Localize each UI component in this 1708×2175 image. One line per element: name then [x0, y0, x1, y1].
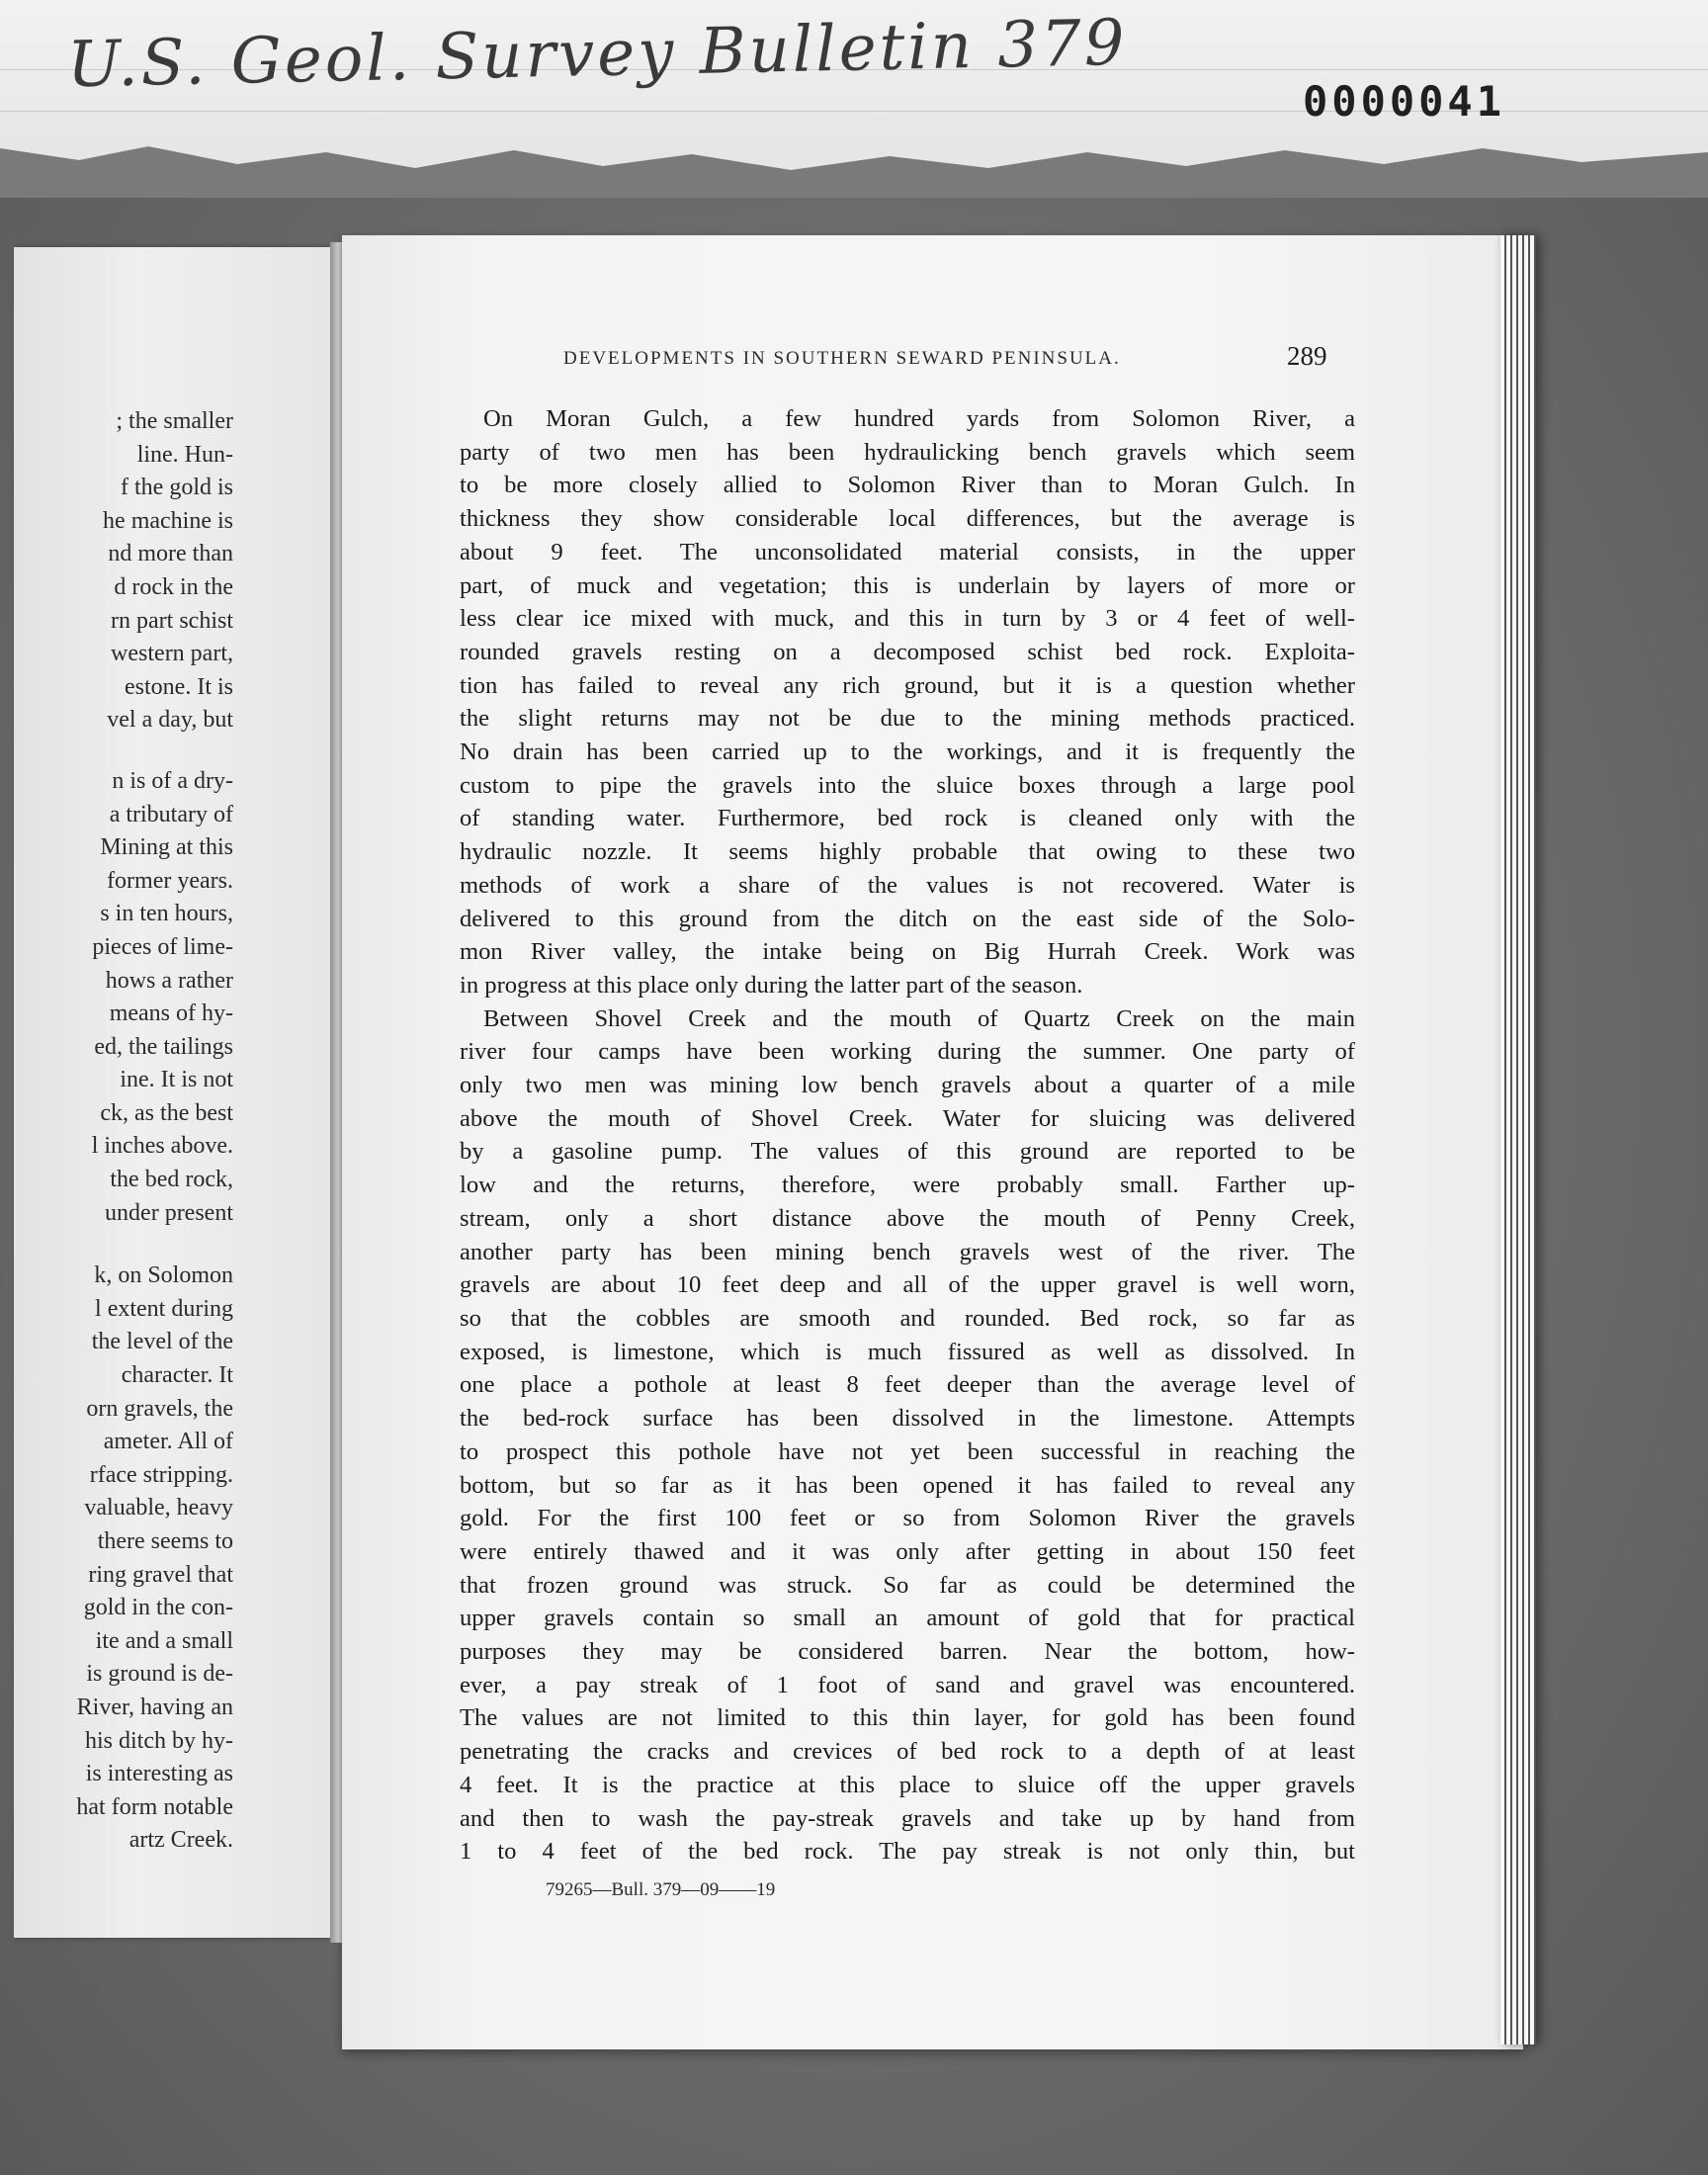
- text-line: and then to wash the pay-streak gravels and take up by hand from: [460, 1804, 1355, 1832]
- paragraph-gap: [14, 738, 233, 765]
- body-text: [460, 402, 1355, 1869]
- page-edges: [1500, 235, 1536, 2044]
- text-line: party of two men has been hydraulicking bench gravels which seem: [460, 438, 1355, 466]
- text-line: only two men was mining low bench gravels about a quarter of a mile: [460, 1072, 1355, 1099]
- text-line: artz Creek.: [128, 1827, 233, 1854]
- text-line: bottom, but so far as it has been opened it has failed to reveal any: [460, 1471, 1355, 1499]
- text-line: rface stripping.: [89, 1461, 233, 1488]
- text-line: k, on Solomon: [94, 1262, 233, 1289]
- text-line: former years.: [107, 867, 233, 894]
- text-line: River, having an: [76, 1694, 233, 1720]
- text-line: hows a rather: [105, 967, 233, 994]
- text-line: river four camps have been working during the summer. One party of: [460, 1038, 1355, 1066]
- text-line: in progress at this place only during the latter part of the season.: [460, 971, 1083, 999]
- text-line: ring gravel that: [88, 1561, 233, 1588]
- text-line: d rock in the: [114, 573, 233, 600]
- text-line: is interesting as: [85, 1761, 233, 1787]
- text-line: that frozen ground was struck. So far as could be determined the: [460, 1571, 1355, 1599]
- text-line: is ground is de-: [86, 1661, 233, 1688]
- signature-mark: 79265—Bull. 379—09——19: [546, 1879, 776, 1900]
- text-line: l extent during: [95, 1295, 233, 1322]
- text-line: gold in the con-: [83, 1595, 233, 1621]
- paragraph-gap: [14, 1230, 233, 1260]
- text-line: nd more than: [108, 541, 233, 567]
- text-line: estone. It is: [125, 673, 233, 700]
- text-line: gravels are about 10 feet deep and all of the upper gravel is well worn,: [460, 1271, 1355, 1299]
- text-line: his ditch by hy-: [85, 1727, 233, 1754]
- text-line: l inches above.: [91, 1133, 233, 1160]
- text-line: vel a day, but: [107, 707, 233, 734]
- text-line: penetrating the cracks and crevices of bed rock to a depth of at least: [460, 1738, 1355, 1766]
- text-line: ine. It is not: [120, 1067, 233, 1093]
- document-stamp-number: 0000041: [1303, 77, 1506, 126]
- text-line: the level of the: [91, 1329, 233, 1355]
- text-line: Between Shovel Creek and the mouth of Quartz Creek on the main: [483, 1004, 1355, 1032]
- text-line: the slight returns may not be due to the mining methods practiced.: [460, 705, 1355, 733]
- text-line: mon River valley, the intake being on Big Hurrah Creek. Work was: [460, 938, 1355, 966]
- text-line: No drain has been carried up to the workings, and it is frequently the: [460, 739, 1355, 766]
- text-line: orn gravels, the: [86, 1395, 233, 1422]
- text-line: rn part schist: [111, 607, 233, 634]
- text-line: means of hy-: [109, 1000, 233, 1027]
- text-line: under present: [105, 1199, 233, 1226]
- text-line: so that the cobbles are smooth and rounded. Bed rock, so far as: [460, 1304, 1355, 1332]
- text-line: exposed, is limestone, which is much fissured as well as dissolved. In: [460, 1338, 1355, 1365]
- text-line: rounded gravels resting on a decomposed schist bed rock. Exploita-: [460, 638, 1355, 665]
- text-line: ever, a pay streak of 1 foot of sand and gravel was encountered.: [460, 1671, 1355, 1698]
- text-line: stream, only a short distance above the mouth of Penny Creek,: [460, 1204, 1355, 1232]
- running-head: DEVELOPMENTS IN SOUTHERN SEWARD PENINSULA.: [563, 348, 1121, 369]
- text-line: by a gasoline pump. The values of this ground are reported to be: [460, 1138, 1355, 1166]
- text-line: hydraulic nozzle. It seems highly probable that owing to these two: [460, 838, 1355, 866]
- text-line: ck, as the best: [100, 1099, 233, 1126]
- text-line: methods of work a share of the values is not recovered. Water is: [460, 871, 1355, 899]
- text-line: ite and a small: [95, 1627, 233, 1654]
- text-line: about 9 feet. The unconsolidated material consists, in the upper: [460, 538, 1355, 566]
- text-line: ; the smaller: [116, 408, 233, 434]
- handwritten-title: U.S. Geol. Survey Bulletin 379: [66, 6, 1129, 103]
- text-line: the bed-rock surface has been dissolved in the limestone. Attempts: [460, 1405, 1355, 1433]
- text-line: line. Hun-: [136, 441, 233, 468]
- left-page-text: [14, 405, 233, 1858]
- text-line: low and the returns, therefore, were probably small. Farther up-: [460, 1172, 1355, 1199]
- text-line: above the mouth of Shovel Creek. Water for sluicing was delivered: [460, 1104, 1355, 1132]
- text-line: thickness they show considerable local differences, but the average is: [460, 505, 1355, 533]
- text-line: part, of muck and vegetation; this is underlain by layers of more or: [460, 571, 1355, 599]
- page-number: 289: [1287, 341, 1327, 371]
- text-line: tion has failed to reveal any rich ground, but it is a question whether: [460, 671, 1355, 699]
- text-line: pieces of lime-: [92, 933, 233, 960]
- text-line: f the gold is: [121, 475, 233, 501]
- text-line: s in ten hours,: [100, 901, 233, 927]
- text-line: of standing water. Furthermore, bed rock is cleaned only with the: [460, 805, 1355, 832]
- text-line: gold. For the first 100 feet or so from Solomon River the gravels: [460, 1505, 1355, 1532]
- text-line: western part,: [111, 641, 233, 667]
- text-line: hat form notable: [76, 1793, 233, 1820]
- text-line: ameter. All of: [103, 1429, 233, 1455]
- text-line: Mining at this: [100, 834, 233, 861]
- text-line: custom to pipe the gravels into the sluice boxes through a large pool: [460, 771, 1355, 799]
- text-line: to be more closely allied to Solomon River than to Moran Gulch. In: [460, 472, 1355, 499]
- text-line: the bed rock,: [110, 1167, 233, 1193]
- text-line: upper gravels contain so small an amount of gold that for practical: [460, 1605, 1355, 1632]
- text-line: less clear ice mixed with muck, and this in turn by 3 or 4 feet of well-: [460, 605, 1355, 633]
- torn-paper-edge: [0, 138, 1708, 198]
- text-line: one place a pothole at least 8 feet deeper than the average level of: [460, 1371, 1355, 1399]
- text-line: were entirely thawed and it was only after getting in about 150 feet: [460, 1537, 1355, 1565]
- text-line: he machine is: [103, 507, 233, 534]
- text-line: delivered to this ground from the ditch on the east side of the Solo-: [460, 905, 1355, 932]
- text-line: 4 feet. It is the practice at this place to sluice off the upper gravels: [460, 1771, 1355, 1798]
- text-line: character. It: [121, 1362, 233, 1389]
- text-line: 1 to 4 feet of the bed rock. The pay streak is not only thin, but: [460, 1838, 1355, 1866]
- text-line: to prospect this pothole have not yet been successful in reaching the: [460, 1437, 1355, 1465]
- text-line: ed, the tailings: [94, 1033, 233, 1060]
- text-line: On Moran Gulch, a few hundred yards from Solomon River, a: [483, 405, 1355, 432]
- text-line: The values are not limited to this thin layer, for gold has been found: [460, 1704, 1355, 1732]
- text-line: n is of a dry-: [112, 767, 233, 794]
- text-line: there seems to: [97, 1528, 233, 1554]
- text-line: a tributary of: [109, 801, 233, 827]
- text-line: another party has been mining bench gravels west of the river. The: [460, 1238, 1355, 1265]
- text-line: valuable, heavy: [84, 1495, 233, 1522]
- left-page: [14, 247, 330, 1938]
- text-line: purposes they may be considered barren. Near the bottom, how-: [460, 1638, 1355, 1666]
